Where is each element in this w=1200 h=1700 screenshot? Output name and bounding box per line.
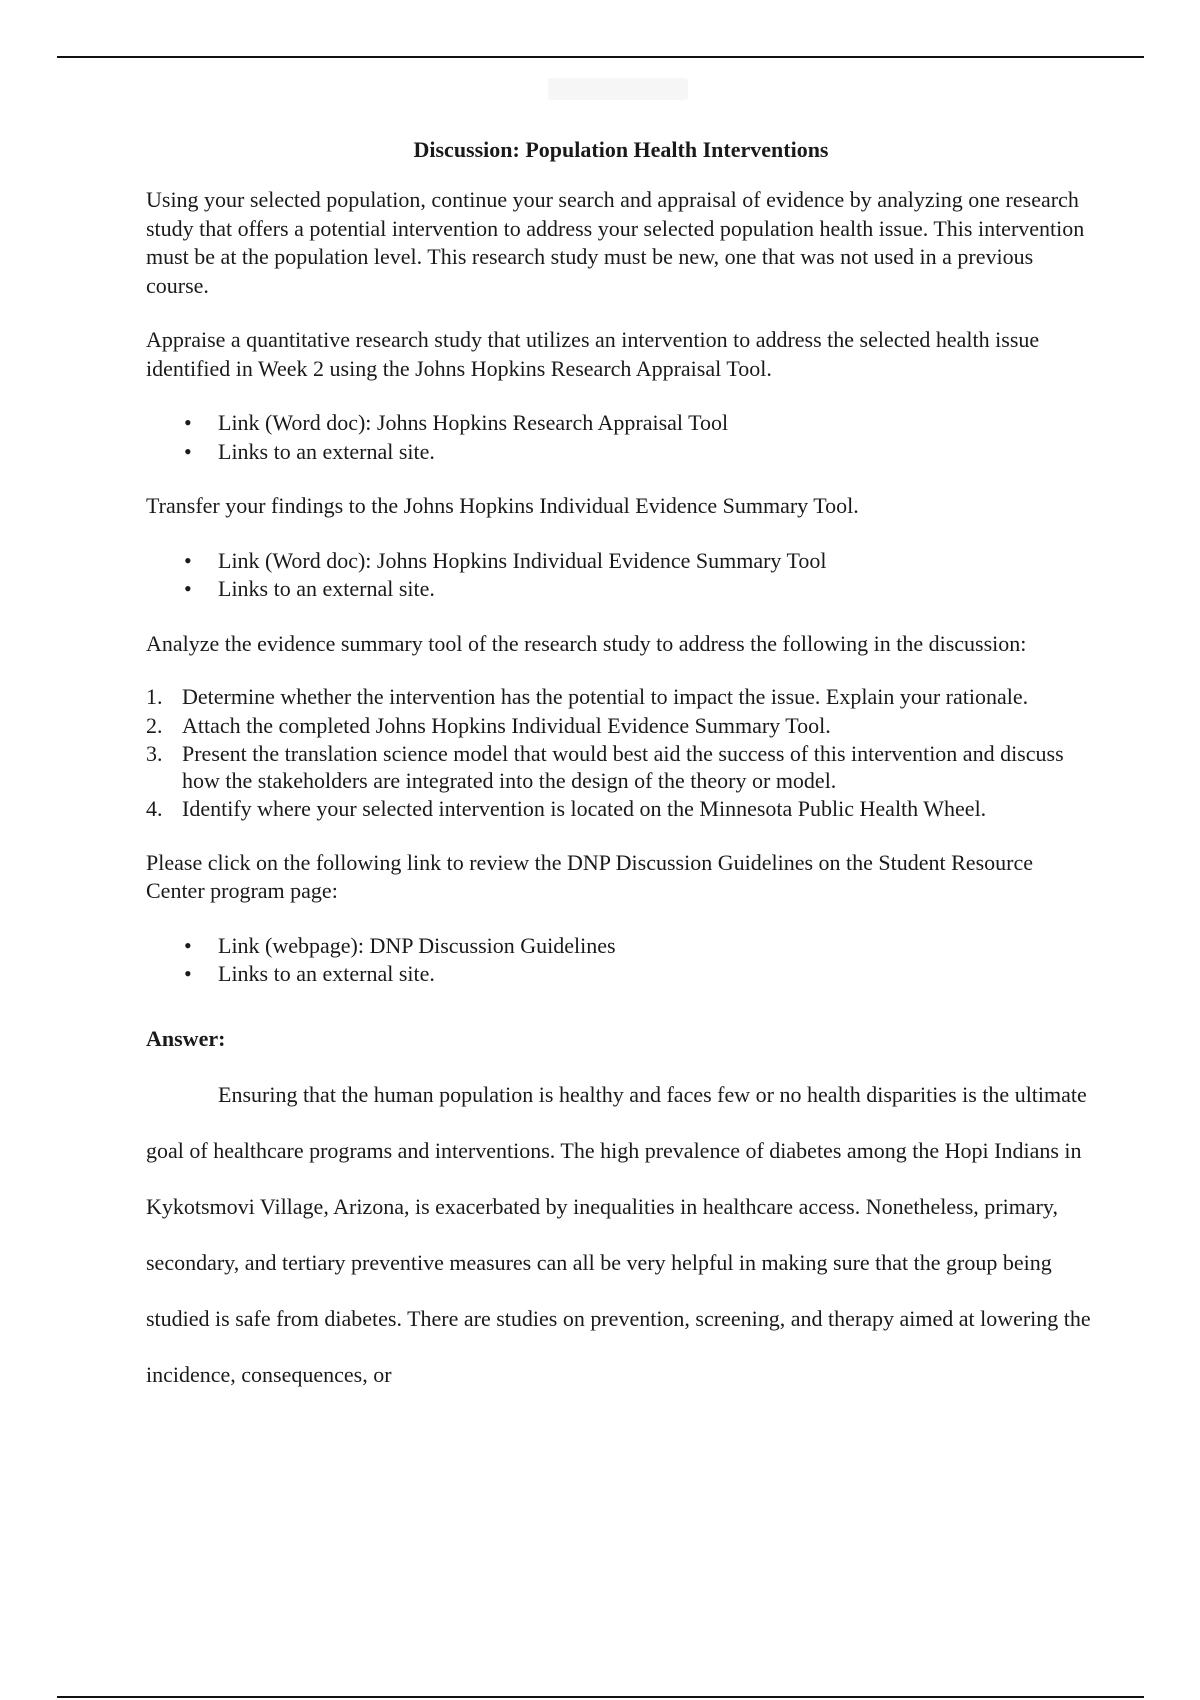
numbered-item xyxy=(146,713,1096,740)
list-item[interactable] xyxy=(146,409,1096,438)
list-item[interactable] xyxy=(146,575,1096,604)
page-top-rule xyxy=(57,56,1144,58)
item-number: 1. xyxy=(146,684,163,709)
bullet-icon: • xyxy=(184,576,192,601)
appraise-paragraph: Appraise a quantitative research study that utilizes an intervention to address the selected health issue identified in Week 2 using the Johns Hopkins Research Appraisal Tool. xyxy=(146,327,1040,381)
list-item[interactable] xyxy=(146,547,1096,576)
bullet-icon: • xyxy=(184,932,192,958)
analyze-paragraph: Analyze the evidence summary tool of the research study to address the following in the discussion: xyxy=(146,630,1027,656)
evidence-summary-list xyxy=(146,547,1096,604)
bullet-icon: • xyxy=(184,410,192,435)
guidelines-list xyxy=(146,932,1096,989)
external-site-note[interactable]: Links to an external site. xyxy=(218,438,435,464)
numbered-item xyxy=(146,796,1096,823)
document-body xyxy=(146,136,1096,1403)
bullet-icon: • xyxy=(184,961,192,986)
list-item[interactable] xyxy=(146,438,1096,467)
guidelines-paragraph: Please click on the following link to review the DNP Discussion Guidelines on the Student Resource Center program page: xyxy=(146,849,1033,903)
item-number: 3. xyxy=(146,741,163,766)
transfer-paragraph: Transfer your findings to the Johns Hopkins Individual Evidence Summary Tool. xyxy=(146,493,859,518)
bullet-icon: • xyxy=(184,547,192,573)
intro-paragraph: Using your selected population, continue your search and appraisal of evidence by analyzing one research study that offers a potential intervention to address your selected population health issue. This intervention must be at the population level. This research study must be new, one that was not used in a previous course. xyxy=(146,187,1085,298)
answer-heading: Answer: xyxy=(146,1025,226,1051)
external-site-note[interactable]: Links to an external site. xyxy=(218,961,435,986)
document-title: Discussion: Population Health Interventions xyxy=(413,137,829,162)
discussion-steps-list xyxy=(146,684,1096,823)
item-text: Identify where your selected intervention is located on the Minnesota Public Health Wheel. xyxy=(182,796,987,821)
item-number: 2. xyxy=(146,712,163,738)
numbered-item xyxy=(146,741,1096,794)
page-bottom-rule xyxy=(57,1696,1144,1698)
guidelines-link[interactable]: Link (webpage): DNP Discussion Guidelines xyxy=(218,932,616,958)
appraisal-tool-list xyxy=(146,409,1096,466)
external-site-note[interactable]: Links to an external site. xyxy=(218,576,435,601)
bullet-icon: • xyxy=(184,438,192,464)
evidence-summary-link[interactable]: Link (Word doc): Johns Hopkins Individual Evidence Summary Tool xyxy=(218,547,827,573)
appraisal-tool-link[interactable]: Link (Word doc): Johns Hopkins Research Appraisal Tool xyxy=(218,410,729,435)
item-text: Present the translation science model that would best aid the success of this intervention and discuss how the stakeholders are integrated into the design of the theory or model. xyxy=(182,741,1064,793)
numbered-item xyxy=(146,684,1096,711)
item-text: Determine whether the intervention has the potential to impact the issue. Explain your rationale. xyxy=(182,684,1029,709)
item-text: Attach the completed Johns Hopkins Individual Evidence Summary Tool. xyxy=(182,712,831,738)
list-item[interactable] xyxy=(146,932,1096,961)
answer-paragraph: Ensuring that the human population is healthy and faces few or no health disparities is the ultimate goal of healthcare programs and interventions. The high prevalence of diabetes among the Hopi Indians in Kykotsmovi Village, Arizona, is exacerbated by inequalities in healthcare access. Nonetheless, primary, secondary, and tertiary preventive measures can all be very helpful in making sure that the group being studied is safe from diabetes. There are studies on prevention, screening, and therapy aimed at lowering the incidence, consequences, or xyxy=(146,1082,1091,1387)
list-item[interactable] xyxy=(146,960,1096,989)
item-number: 4. xyxy=(146,796,163,821)
faint-header-mark xyxy=(548,78,688,100)
